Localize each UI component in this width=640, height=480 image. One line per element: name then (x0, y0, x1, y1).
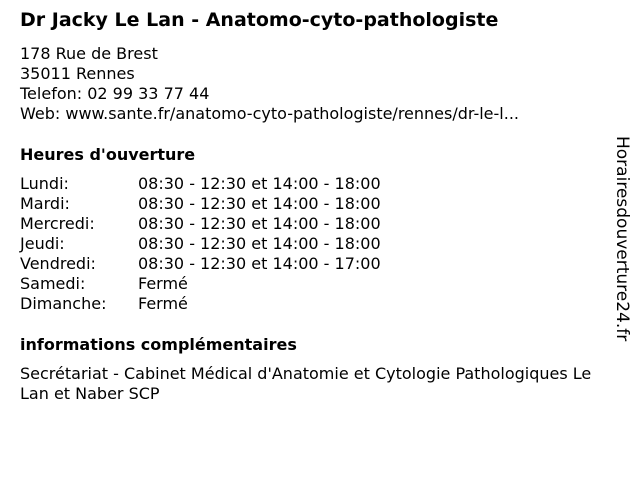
time-value: 08:30 - 12:30 et 14:00 - 18:00 (138, 174, 381, 193)
time-value: 08:30 - 12:30 et 14:00 - 18:00 (138, 194, 381, 213)
website-link[interactable]: Web: www.sante.fr/anatomo-cyto-pathologiste/rennes/dr-le-l... (20, 104, 519, 123)
time-value: 08:30 - 12:30 et 14:00 - 17:00 (138, 254, 381, 273)
hours-row-friday (20, 254, 381, 274)
page-title: Dr Jacky Le Lan - Anatomo-cyto-pathologiste (20, 9, 499, 31)
day-label: Jeudi: (20, 234, 65, 253)
hours-heading: Heures d'ouverture (20, 145, 196, 164)
day-label: Dimanche: (20, 294, 107, 313)
hours-row-sunday (20, 294, 381, 314)
time-value: 08:30 - 12:30 et 14:00 - 18:00 (138, 214, 381, 233)
contact-block (20, 44, 519, 124)
time-value: Fermé (138, 294, 188, 313)
day-label: Lundi: (20, 174, 69, 193)
info-heading: informations complémentaires (20, 335, 297, 354)
day-label: Samedi: (20, 274, 86, 293)
phone-number: Telefon: 02 99 33 77 44 (20, 84, 210, 103)
hours-row-saturday (20, 274, 381, 294)
day-label: Vendredi: (20, 254, 96, 273)
city-address: 35011 Rennes (20, 64, 135, 83)
hours-row-tuesday (20, 194, 381, 214)
info-text: Secrétariat - Cabinet Médical d'Anatomie et Cytologie Pathologiques Le Lan et Naber SCP (20, 364, 592, 403)
time-value: Fermé (138, 274, 188, 293)
hours-row-thursday (20, 234, 381, 254)
watermark-text: Horairesdouverture24.fr (612, 136, 632, 342)
day-label: Mercredi: (20, 214, 95, 233)
opening-hours-table (20, 174, 381, 314)
hours-row-wednesday (20, 214, 381, 234)
time-value: 08:30 - 12:30 et 14:00 - 18:00 (138, 234, 381, 253)
street-address: 178 Rue de Brest (20, 44, 158, 63)
hours-row-monday (20, 174, 381, 194)
day-label: Mardi: (20, 194, 70, 213)
